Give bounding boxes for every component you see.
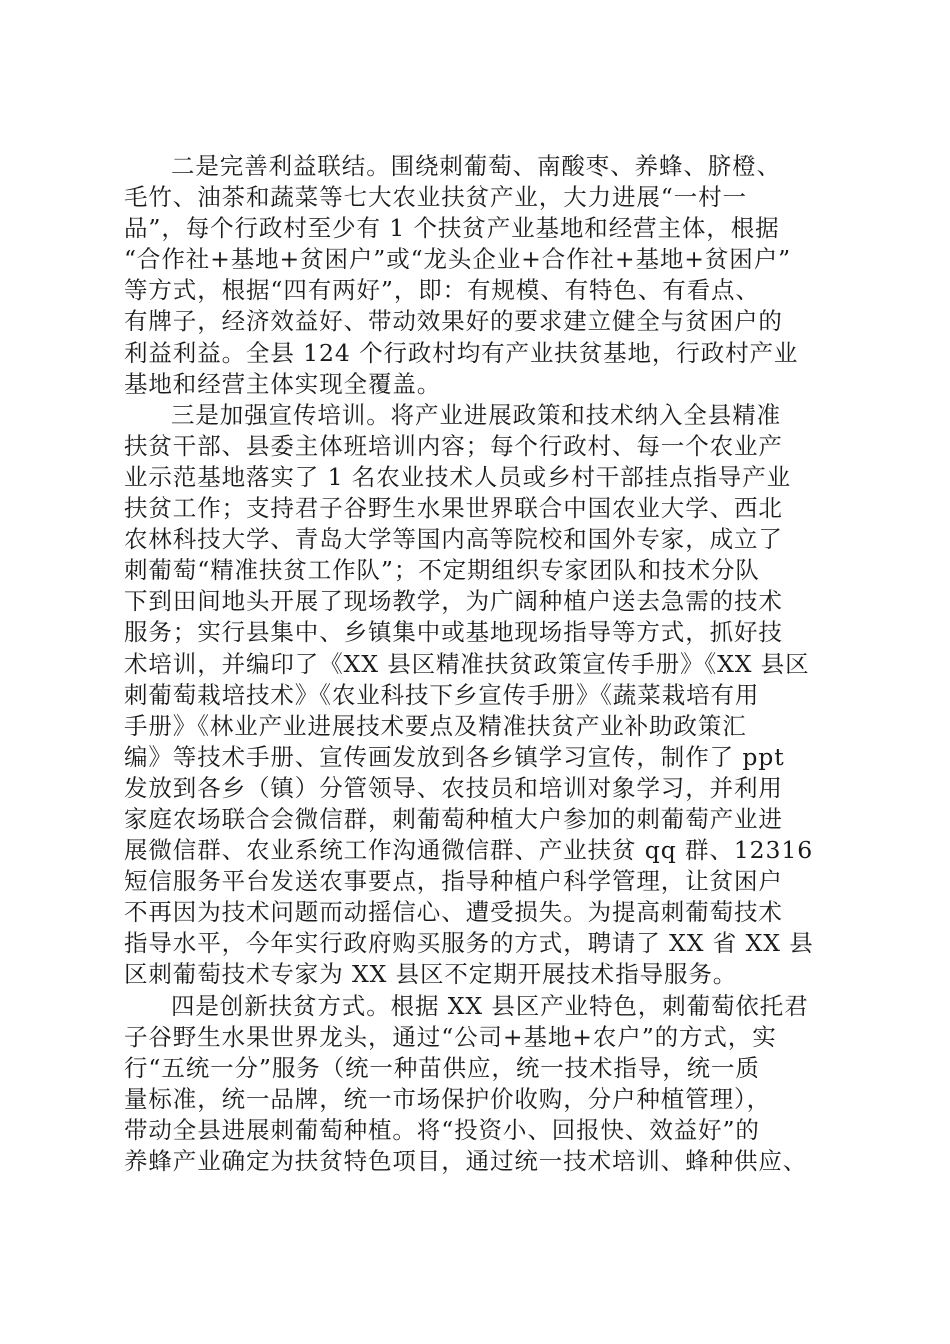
paragraph-2-line-3: 品”，每个行政村至少有 1 个扶贫产业基地和经营主体，根据 xyxy=(124,214,780,243)
paragraph-2-line-8: 基地和经营主体实现全覆盖。 xyxy=(124,369,442,398)
paragraph-3-line-5: 农林科技大学、青岛大学等国内高等院校和国外专家，成立了 xyxy=(124,525,783,554)
paragraph-3-line-9: 术培训，并编印了《XX 县区精准扶贫政策宣传手册》《XX 县区 xyxy=(124,649,810,678)
paragraph-4-line-6: 养蜂产业确定为扶贫特色项目，通过统一技术培训、蜂种供应、 xyxy=(124,1147,808,1175)
paragraph-4-line-4: 量标准，统一品牌，统一市场保护价收购，分户种植管理）， xyxy=(124,1084,772,1113)
paragraph-3-line-10: 刺葡萄栽培技术》《农业科技下乡宣传手册》《蔬菜栽培有用 xyxy=(124,680,760,709)
paragraph-2-line-6: 有牌子，经济效益好、带动效果好的要求建立健全与贫困户的 xyxy=(124,307,783,336)
paragraph-3-line-17: 不再因为技术问题而动摇信心、遭受损失。为提高刺葡萄技术 xyxy=(124,898,783,927)
paragraph-3-line-4: 扶贫工作；支持君子谷野生水果世界联合中国农业大学、西北 xyxy=(124,494,783,523)
paragraph-3-line-2: 扶贫干部、县委主体班培训内容；每个行政村、每一个农业产 xyxy=(124,431,783,460)
paragraph-2-line-2: 毛竹、油茶和蔬菜等七大农业扶贫产业，大力进展“一村一 xyxy=(124,183,747,212)
paragraph-3-line-11: 手册》《林业产业进展技术要点及精准扶贫产业补助政策汇 xyxy=(124,711,747,740)
paragraph-3-line-18: 指导水平，今年实行政府购买服务的方式，聘请了 XX 省 XX 县 xyxy=(124,929,814,958)
paragraph-3-line-12: 编》等技术手册、宣传画发放到各乡镇学习宣传，制作了 ppt xyxy=(124,742,785,771)
paragraph-4-line-1: 四是创新扶贫方式。根据 XX 县区产业特色，刺葡萄依托君 xyxy=(171,991,809,1020)
paragraph-2-line-7: 利益利益。全县 124 个行政村均有产业扶贫基地，行政村产业 xyxy=(124,338,799,367)
paragraph-2-line-1: 二是完善利益联结。围绕刺葡萄、南酸枣、养蜂、脐橙、 xyxy=(171,152,781,180)
paragraph-3-line-6: 刺葡萄“精准扶贫工作队”；不定期组织专家团队和技术分队 xyxy=(124,556,760,585)
paragraph-2-line-5: 等方式，根据“四有两好”，即：有规模、有特色、有看点、 xyxy=(124,276,760,305)
document-body xyxy=(124,151,844,1177)
paragraph-4-line-2: 子谷野生水果世界龙头，通过“公司+基地+农户”的方式，实 xyxy=(124,1022,777,1051)
paragraph-3-line-13: 发放到各乡（镇）分管领导、农技员和培训对象学习，并利用 xyxy=(124,773,783,802)
paragraph-3-line-7: 下到田间地头开展了现场教学，为广阔种植户送去急需的技术 xyxy=(124,587,783,616)
paragraph-3-line-15: 展微信群、农业系统工作沟通微信群、产业扶贫 qq 群、12316 xyxy=(124,836,814,865)
paragraph-3-line-3: 业示范基地落实了 1 名农业技术人员或乡村干部挂点指导产业 xyxy=(124,462,791,491)
paragraph-2-line-4: “合作社+基地+贫困户”或“龙头企业+合作社+基地+贫困户” xyxy=(124,245,792,274)
paragraph-3-line-14: 家庭农场联合会微信群，刺葡萄种植大户参加的刺葡萄产业进 xyxy=(124,804,783,833)
paragraph-4-line-3: 行“五统一分”服务（统一种苗供应，统一技术指导，统一质 xyxy=(124,1053,760,1082)
paragraph-3-line-1: 三是加强宣传培训。将产业进展政策和技术纳入全县精准 xyxy=(171,400,781,429)
paragraph-3-line-8: 服务；实行县集中、乡镇集中或基地现场指导等方式，抓好技 xyxy=(124,618,783,647)
paragraph-3-line-19: 区刺葡萄技术专家为 XX 县区不定期开展技术指导服务。 xyxy=(124,960,738,989)
paragraph-4-line-5: 带动全县进展刺葡萄种植。将“投资小、回报快、效益好”的 xyxy=(124,1115,760,1144)
paragraph-3-line-16: 短信服务平台发送农事要点，指导种植户科学管理，让贫困户 xyxy=(124,867,783,896)
